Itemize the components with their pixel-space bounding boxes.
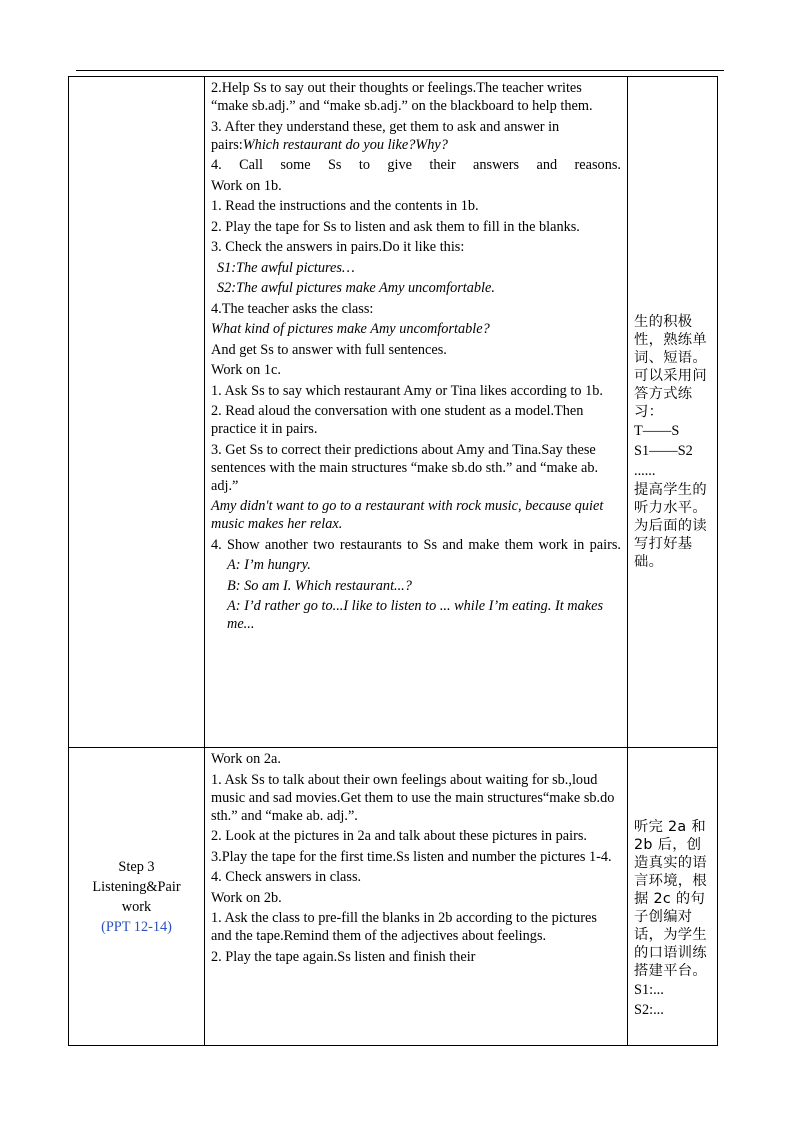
procedure-line: 4. Call some Ss to give their answers and reasons. bbox=[211, 157, 621, 173]
step-cell bbox=[69, 748, 205, 1046]
procedure-line: 1. Ask Ss to talk about their own feelings about waiting for sb.,loud music and sad movies.Get them to use the main structures“make sb.do sth.” and “make ab. adj.”. bbox=[211, 771, 615, 824]
procedure-line: 3.Play the tape for the first time.Ss listen and number the pictures 1-4. bbox=[211, 848, 612, 865]
purpose-text: ...... bbox=[634, 463, 656, 479]
procedure-cell bbox=[205, 748, 628, 1046]
dialogue-line: S1:The awful pictures… bbox=[217, 259, 355, 276]
procedure-line: Work on 2a. bbox=[211, 751, 281, 767]
procedure-line: 4.The teacher asks the class: bbox=[211, 300, 374, 317]
purpose-text: S1——S2 bbox=[634, 443, 693, 459]
step-title: Step 3 bbox=[118, 858, 155, 875]
procedure-line: And get Ss to answer with full sentences. bbox=[211, 341, 447, 358]
purpose-text: 提高学生的听力水平。为后面的读写打好基础。 bbox=[634, 482, 707, 570]
procedure-line: 4. Show another two restaurants to Ss and make them work in pairs. bbox=[211, 536, 621, 553]
dialogue-line: S2:The awful pictures make Amy uncomfortable. bbox=[217, 280, 495, 296]
procedure-line: 2. Play the tape for Ss to listen and ask them to fill in the blanks. bbox=[211, 218, 580, 235]
procedure-line: Work on 1c. bbox=[211, 362, 281, 378]
procedure-line: 1. Read the instructions and the contents in 1b. bbox=[211, 198, 479, 214]
dialogue-line: A: I’d rather go to...I like to listen to ... while I’m eating. It makes me... bbox=[227, 598, 604, 632]
procedure-line: 2.Help Ss to say out their thoughts or feelings.The teacher writes “make sb.adj.” and “make sb.adj.” on the blackboard to help them. bbox=[211, 80, 593, 114]
step-name: Listening&Pair work bbox=[92, 878, 181, 915]
dialogue-line: What kind of pictures make Amy uncomfortable? bbox=[211, 321, 490, 337]
table-row bbox=[69, 748, 718, 1046]
procedure-line: 1. Ask the class to pre-fill the blanks in 2b according to the pictures and the tape.Remind them of the adjectives about feelings. bbox=[211, 910, 597, 944]
procedure-line: Work on 2b. bbox=[211, 889, 282, 906]
dialogue-line: B: So am I. Which restaurant...? bbox=[227, 577, 412, 594]
purpose-text: 听完 2a 和 2b 后，创造真实的语言环境，根据 2c 的句子创编对话，为学生的口语训练搭建平台。 bbox=[634, 819, 707, 979]
ppt-reference: (PPT 12-14) bbox=[101, 918, 172, 935]
lesson-plan-table bbox=[68, 76, 718, 1046]
procedure-line: 4. Check answers in class. bbox=[211, 869, 362, 885]
procedure-line: 3. Get Ss to correct their predictions about Amy and Tina.Say these sentences with the main structures “make sb.do sth.” and “make ab. adj.” bbox=[211, 441, 599, 494]
dialogue-line: Amy didn't want to go to a restaurant with rock music, because quiet music makes her relax. bbox=[211, 498, 604, 532]
purpose-cell bbox=[628, 77, 718, 748]
purpose-text: S2:... bbox=[634, 1002, 664, 1018]
procedure-cell bbox=[205, 77, 628, 748]
procedure-line: 1. Ask Ss to say which restaurant Amy or Tina likes according to 1b. bbox=[211, 382, 603, 399]
dialogue-line: A: I’m hungry. bbox=[227, 557, 311, 573]
procedure-line: 3. Check the answers in pairs.Do it like this: bbox=[211, 239, 465, 255]
purpose-text: 生的积极性，熟练单词、短语。可以采用问答方式练习： bbox=[634, 314, 707, 420]
purpose-text: S1:... bbox=[634, 982, 664, 998]
procedure-line: Work on 1b. bbox=[211, 177, 282, 194]
purpose-cell bbox=[628, 748, 718, 1046]
table-row bbox=[69, 77, 718, 748]
purpose-text: T——S bbox=[634, 423, 680, 439]
procedure-line: 2. Look at the pictures in 2a and talk about these pictures in pairs. bbox=[211, 828, 587, 844]
header-rule bbox=[76, 70, 724, 71]
procedure-line: 2. Read aloud the conversation with one student as a model.Then practice it in pairs. bbox=[211, 403, 584, 437]
procedure-line: 3. After they understand these, get them to ask and answer in pairs:Which restaurant do you like?Why? bbox=[211, 118, 560, 153]
procedure-line: 2. Play the tape again.Ss listen and finish their bbox=[211, 948, 476, 965]
step-cell-empty bbox=[69, 77, 205, 748]
